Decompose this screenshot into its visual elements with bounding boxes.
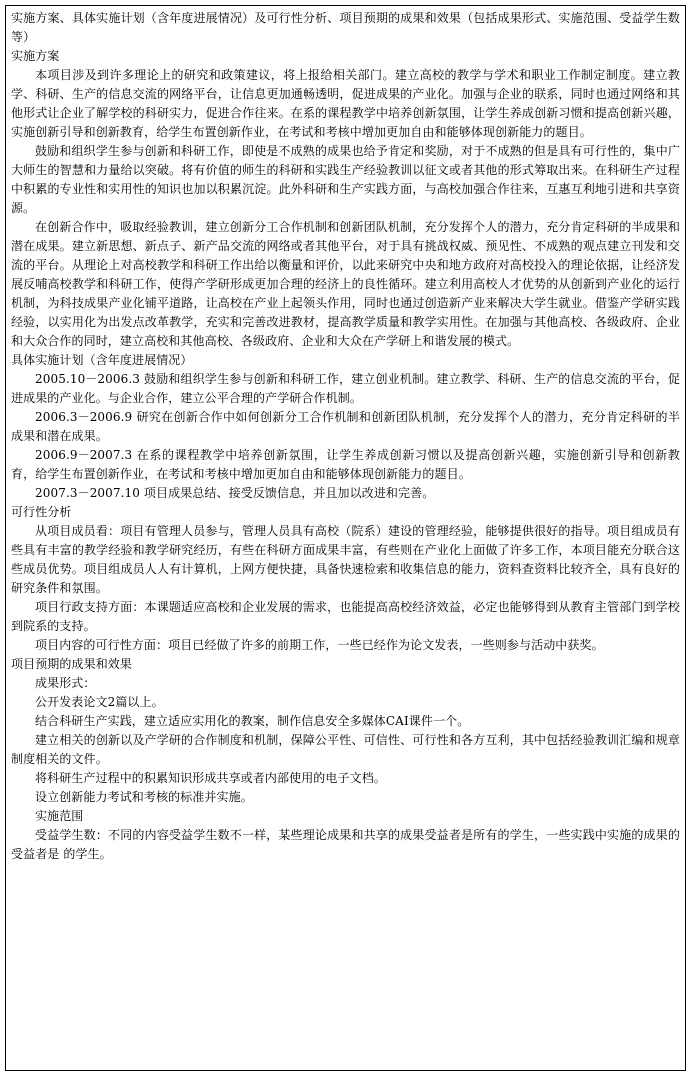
feasibility-paragraph: 项目行政支持方面：本课题适应高校和企业发展的需求，也能提高高校经济效益，必定也能够得到从教育主管部门到学校到院系的支持。 <box>11 600 680 633</box>
results-line: 成果形式： <box>35 676 96 690</box>
results-line: 实施范围 <box>35 809 84 823</box>
document-content <box>6 6 685 864</box>
schedule-item: 2006.3－2006.9 研究在创新合作中如何创新分工合作机制和创新团队机制，充分发挥个人的潜力，充分肯定科研的半成果和潜在成果。 <box>11 410 680 443</box>
section-heading-feasibility: 可行性分析 <box>11 505 72 519</box>
results-line: 将科研生产过程中的积累知识形成共享或者内部使用的电子文档。 <box>35 771 386 785</box>
section-heading-results: 项目预期的成果和效果 <box>11 657 133 671</box>
schedule-item: 2005.10－2006.3 鼓励和组织学生参与创新和科研工作，建立创业机制。建立教学、科研、生产的信息交流的平台，促进成果的产业化。与企业合作，建立公平合理的产学研合作机制。 <box>11 372 680 405</box>
document-frame <box>5 5 686 1071</box>
results-line: 公开发表论文2篇以上。 <box>35 695 164 709</box>
feasibility-paragraph: 从项目成员看：项目有管理人员参与，管理人员具有高校（院系）建设的管理经验，能够提供很好的指导。项目组成员有些具有丰富的教学经验和教学研究经历，有些在科研方面成果丰富，有些则在产业化上面做了许多工作，本项目能充分联合这些成员优势。项目组成员人人有计算机，上网方便快捷，具备快速检索和收集信息的能力，资料查资料比较齐全，具有良好的研究条件和氛围。 <box>11 524 680 595</box>
schedule-item: 2006.9－2007.3 在系的课程教学中培养创新氛围，让学生养成创新习惯以及提高创新兴趣，实施创新引导和创新教育，给学生布置创新作业，在考试和考核中增加更加自由和能够体现创新能力的题目。 <box>11 448 680 481</box>
plan-paragraph: 本项目涉及到许多理论上的研究和政策建议，将上报给相关部门。建立高校的教学与学术和职业工作制定制度。建立教学、科研、生产的信息交流的网络平台，让信息更加通畅透明，促进成果的产业化。加强与企业的联系，同时也通过网络和其他形式让企业了解学校的科研实力，促进合作往来。在系的课程教学中培养创新氛围，让学生养成创新习惯和提高创新兴趣，实施创新引导和创新教育，给学生布置创新作业，在考试和考核中增加更加自由和能够体现创新能力的题目。 <box>11 68 680 139</box>
schedule-item: 2007.3－2007.10 项目成果总结、接受反馈信息，并且加以改进和完善。 <box>35 486 435 500</box>
plan-paragraph: 在创新合作中，吸取经验教训，建立创新分工合作机制和创新团队机制，充分发挥个人的潜力，充分肯定科研的半成果和潜在成果。建立新思想、新点子、新产品交流的网络或者其他平台，对于具有挑战权威、预见性、不成熟的观点建立刊发和交流的平台。从理论上对高校教学和科研工作出给以衡量和评价，以此来研究中央和地方政府对高校投入的理论依据，让经济发展反哺高校教学和科研工作，使得产学研形成更加合理的经济上的良性循环。建立利用高校人才优势的从创新到产业化的运行机制，为科技成果产业化铺平道路，让高校在产业上起领头作用，同时也通过创造新产业来解决大学生就业。借鉴产学研实践经验，以实用化为出发点改革教学，充实和完善改进教材，提高教学质量和教学实用性。在加强与其他高校、各级政府、企业和大众合作的同时，建立高校和其他高校、各级政府、企业和大众在产学研上和谐发展的模式。 <box>11 220 680 348</box>
results-line: 建立相关的创新以及产学研的合作制度和机制，保障公平性、可信性、可行性和各方互利，其中包括经验教训汇编和规章制度相关的文件。 <box>11 733 680 766</box>
document-header: 实施方案、具体实施计划（含年度进展情况）及可行性分析、项目预期的成果和效果（包括成果形式、实施范围、受益学生数等） <box>11 11 680 44</box>
plan-paragraph: 鼓励和组织学生参与创新和科研工作，即使是不成熟的成果也给予肯定和奖励，对于不成熟的但是具有可行性的，集中广大师生的智慧和力量给以突破。将有价值的师生的科研和实践生产经验教训以征文或者其他的形式筹取出来。在科研生产过程中积累的专业性和实用性的知识也加以积累沉淀。此外科研和生产实践方面，与高校加强合作往来，互惠互利地引进和共享资源。 <box>11 144 680 215</box>
feasibility-paragraph: 项目内容的可行性方面：项目已经做了许多的前期工作，一些已经作为论文发表，一些则参与活动中获奖。 <box>35 638 604 652</box>
section-heading-plan: 实施方案 <box>11 49 60 63</box>
results-line: 结合科研生产实践，建立适应实用化的教案，制作信息安全多媒体CAI课件一个。 <box>35 714 470 728</box>
section-heading-schedule: 具体实施计划（含年度进展情况） <box>11 353 193 367</box>
results-line: 设立创新能力考试和考核的标准并实施。 <box>35 790 253 804</box>
results-line: 受益学生数：不同的内容受益学生数不一样，某些理论成果和共享的成果受益者是所有的学生，一些实践中实施的成果的受益者是 的学生。 <box>11 828 680 861</box>
